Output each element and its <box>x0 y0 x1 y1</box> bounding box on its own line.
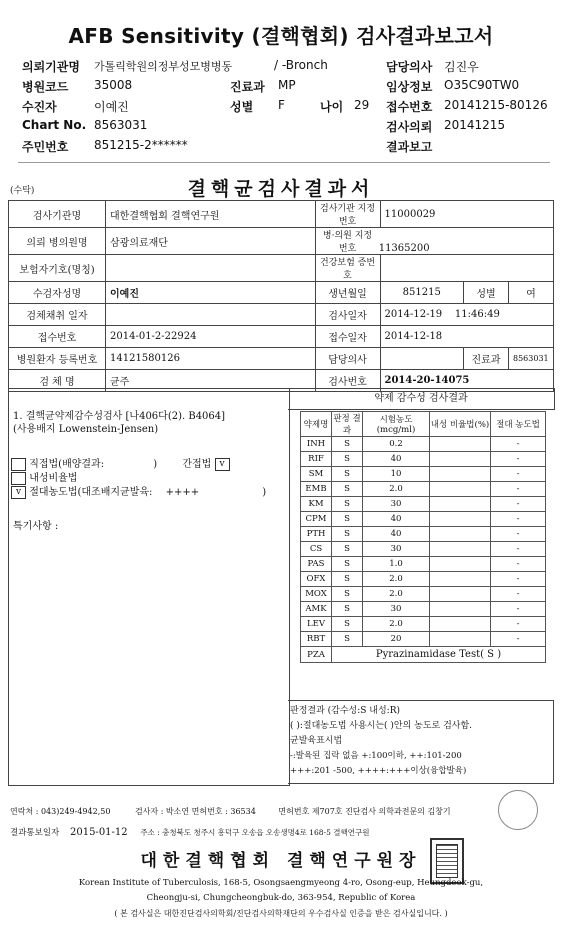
seal-pattern <box>436 844 458 878</box>
info-value: 8563031 <box>509 348 554 370</box>
info-cell <box>380 304 553 326</box>
legend-line: 균발육표시법 <box>290 736 343 746</box>
certification-note: ( 본 검사실은 대한진단검사의학회/진단검사의학재단의 우수검사실 인증을 받은 검사실입니다. ) <box>114 909 448 918</box>
drug-name: LEV <box>301 617 332 632</box>
absolute-concentration: - <box>491 602 546 617</box>
info-value: 여 <box>509 282 554 304</box>
value: 20141215 <box>444 118 506 132</box>
info-value: 균주 <box>106 370 316 392</box>
value: O35C90TW0 <box>444 78 520 92</box>
value: MP <box>278 78 296 92</box>
table-header <box>301 412 546 437</box>
sensitivity-title: 약제 감수성 검사결과 <box>288 388 555 410</box>
table-row <box>301 437 546 452</box>
column-header: 약제명 <box>301 412 332 437</box>
test-concentration: 30 <box>363 542 430 557</box>
resistance-ratio <box>430 572 491 587</box>
remarks-label: 특기사항 : <box>13 521 59 532</box>
test-concentration: 2.0 <box>363 587 430 602</box>
absolute-concentration: - <box>491 497 546 512</box>
test-item-name: 1. 결핵균약제감수성검사 <box>13 411 123 422</box>
resistance-ratio <box>430 452 491 467</box>
resistance-ratio <box>430 617 491 632</box>
label: 의뢰기관명 <box>22 60 80 74</box>
drug-name: KM <box>301 497 332 512</box>
info-value: 대한결핵협회 결핵연구원 <box>106 201 316 228</box>
table-row <box>301 572 546 587</box>
judgement-legend <box>288 700 554 784</box>
value: 35008 <box>94 78 133 92</box>
report-date-label: 결과통보일자 <box>10 828 60 838</box>
value: / -Bronch <box>274 58 328 72</box>
drug-name: PZA <box>301 647 332 663</box>
resistance-ratio <box>430 587 491 602</box>
result: S <box>332 527 363 542</box>
label: 주민번호 <box>22 140 69 154</box>
resistance-ratio <box>430 482 491 497</box>
info-value <box>380 348 463 370</box>
absolute-concentration: - <box>491 437 546 452</box>
header-row <box>22 78 552 98</box>
contact-line <box>10 806 451 817</box>
examiner: 검사자 : 박소연 면허번호 : 36534 <box>134 807 256 816</box>
result: S <box>332 437 363 452</box>
info-cell <box>315 228 553 255</box>
test-concentration: 30 <box>363 602 430 617</box>
absolute-concentration: - <box>491 587 546 602</box>
legend-line: +++:201 -500, ++++:+++이상(융합발육) <box>290 766 467 776</box>
test-concentration: 2.0 <box>363 572 430 587</box>
table-row <box>301 512 546 527</box>
absolute-concentration: - <box>491 632 546 647</box>
address-en-2: Cheongju-si, Chungcheongbuk-do, 363-954, Republic of Korea <box>146 893 416 903</box>
info-value: 11365200 <box>378 243 430 254</box>
info-label: 검사기관명 <box>9 201 106 228</box>
absolute-concentration: - <box>491 467 546 482</box>
growth-value: ++++ <box>165 487 200 498</box>
table-row <box>301 602 546 617</box>
table-row <box>301 497 546 512</box>
ratio-label: 내성비율법 <box>29 473 78 484</box>
test-concentration: 10 <box>363 467 430 482</box>
info-label: 진료과 <box>464 348 509 370</box>
column-header: 내성 비율법(%) <box>430 412 491 437</box>
absolute-label: 절대농도법(대조배지균발육: <box>29 487 153 498</box>
label: 결과보고 <box>386 140 433 154</box>
absolute-concentration: - <box>491 617 546 632</box>
table-row <box>301 542 546 557</box>
value: 851215-2****** <box>94 138 188 152</box>
column-header: 판정 결과 <box>332 412 363 437</box>
drug-name: CS <box>301 542 332 557</box>
value: 가톨릭학원의정부성모병병동 <box>94 60 233 73</box>
info-table <box>8 200 554 392</box>
document-title: 결핵균검사결과서 <box>187 178 375 200</box>
info-value <box>106 304 316 326</box>
report-title: AFB Sensitivity (결핵협회) 검사결과보고서 <box>68 24 494 48</box>
absolute-concentration: - <box>491 512 546 527</box>
address-en-1: Korean Institute of Tuberculosis, 168-5, Osongsaengmyeong 4-ro, Osong-eup, Heungdeok-gu, <box>78 878 484 888</box>
test-concentration: 20 <box>363 632 430 647</box>
info-label: 담당의사 <box>315 348 380 370</box>
absolute-concentration: - <box>491 557 546 572</box>
header-row <box>22 58 552 78</box>
medium-note: (사용배지 Lowenstein-Jensen) <box>13 424 159 435</box>
info-label: 접수일자 <box>315 326 380 348</box>
resistance-ratio <box>430 437 491 452</box>
info-label: 수검자성명 <box>9 282 106 304</box>
table-row <box>301 557 546 572</box>
info-value: 851215 <box>380 282 463 304</box>
resistance-ratio <box>430 512 491 527</box>
table-row <box>301 587 546 602</box>
value: 29 <box>354 98 370 112</box>
result: S <box>332 617 363 632</box>
info-value: 2014-12-18 <box>380 326 553 348</box>
label: 임상정보 <box>386 80 433 94</box>
test-concentration: 40 <box>363 512 430 527</box>
label: 성별 <box>230 100 254 114</box>
report-date-line <box>10 826 369 838</box>
table-row <box>301 467 546 482</box>
address-kr: 주소 : 충청북도 청주시 흥덕구 오송읍 오송생명4로 168-5 결핵연구원 <box>140 828 370 837</box>
info-label: 의뢰 병의원명 <box>9 228 106 255</box>
resistance-ratio <box>430 557 491 572</box>
result: S <box>332 602 363 617</box>
drug-name: EMB <box>301 482 332 497</box>
resistance-ratio <box>430 602 491 617</box>
checkbox: v <box>215 458 230 471</box>
table-row <box>301 482 546 497</box>
info-label: 건강보험 증번호 <box>315 255 380 282</box>
checkbox: v <box>11 486 26 499</box>
test-concentration: 40 <box>363 527 430 542</box>
absolute-concentration: - <box>491 572 546 587</box>
label: 진료과 <box>230 80 265 94</box>
info-label: 보험자기호(명칭) <box>9 255 106 282</box>
test-concentration: 1.0 <box>363 557 430 572</box>
header-row <box>22 118 552 138</box>
drug-name: PTH <box>301 527 332 542</box>
seal-circle-icon <box>498 790 538 830</box>
info-value: 14121580126 <box>106 348 316 370</box>
info-value: 2014-01-2-22924 <box>106 326 316 348</box>
test-concentration: 30 <box>363 497 430 512</box>
legend-line: ( ):절대농도법 사용시는( )안의 농도로 검사함. <box>290 721 473 731</box>
info-value: 11:46:49 <box>454 309 500 320</box>
label: 병원코드 <box>22 80 69 94</box>
drug-name: INH <box>301 437 332 452</box>
result: S <box>332 452 363 467</box>
pza-result: Pyrazinamidase Test( S ) <box>332 647 546 663</box>
info-label: 검사기관 지정번호 <box>315 201 380 228</box>
label: 검사의뢰 <box>386 120 433 134</box>
test-concentration: 2.0 <box>363 617 430 632</box>
info-label: 검사일자 <box>315 304 380 326</box>
table-row <box>301 632 546 647</box>
info-value: 11000029 <box>380 201 553 228</box>
info-value <box>380 255 553 282</box>
resistance-ratio <box>430 527 491 542</box>
resistance-ratio <box>430 632 491 647</box>
info-value: 삼광의료재단 <box>106 228 316 255</box>
resistance-ratio <box>430 467 491 482</box>
pza-row <box>301 647 546 663</box>
test-concentration: 0.2 <box>363 437 430 452</box>
info-value: 2014-12-19 <box>384 309 443 320</box>
direct-label: 직접법(배양결과: <box>29 459 105 470</box>
info-value: 이예진 <box>106 282 316 304</box>
drug-name: CPM <box>301 512 332 527</box>
info-label: 생년월일 <box>315 282 380 304</box>
info-label: 접수번호 <box>9 326 106 348</box>
legend-line: -:발육된 집락 없음 +:100이하, ++:101-200 <box>290 751 462 761</box>
drug-name: SM <box>301 467 332 482</box>
label: 접수번호 <box>386 100 433 114</box>
absolute-close: ) <box>262 487 267 498</box>
direct-close: ) <box>153 459 158 470</box>
drug-name: OFX <box>301 572 332 587</box>
header-info <box>22 58 552 158</box>
sensitivity-table <box>300 411 546 663</box>
legend-line: 판정결과 (감수성:S 내성:R) <box>290 706 400 716</box>
value: 20141215-80126 <box>444 98 548 112</box>
info-label: 병·의원 지정번호 <box>322 231 373 254</box>
info-value: 2014-20-14075 <box>380 370 553 392</box>
table-row <box>301 617 546 632</box>
label: 수진자 <box>22 100 57 114</box>
header-row <box>22 98 552 118</box>
result: S <box>332 512 363 527</box>
divider <box>18 162 550 163</box>
absolute-concentration: - <box>491 527 546 542</box>
info-label: 병원환자 등록번호 <box>9 348 106 370</box>
table-row <box>301 527 546 542</box>
resistance-ratio <box>430 497 491 512</box>
test-item-code: [나406다(2). B4064] <box>125 411 226 422</box>
label: 나이 <box>320 100 344 114</box>
info-label: 검사번호 <box>315 370 380 392</box>
value: F <box>278 98 285 112</box>
info-label: 검 체 명 <box>9 370 106 392</box>
table-row <box>301 452 546 467</box>
license: 면허번호 제707호 진단검사 의학과전문의 김창기 <box>278 807 451 816</box>
column-header: 시험농도 (mcg/ml) <box>363 412 430 437</box>
value: 이예진 <box>94 100 129 114</box>
absolute-concentration: - <box>491 452 546 467</box>
drug-name: AMK <box>301 602 332 617</box>
info-value <box>106 255 316 282</box>
organization-name: 대한결핵협회 결핵연구원장 <box>140 851 422 871</box>
info-label: 성별 <box>464 282 509 304</box>
column-header: 절대 농도법 <box>491 412 546 437</box>
form-number: (수탁) <box>10 186 35 196</box>
value: 김진우 <box>444 60 479 74</box>
resistance-ratio <box>430 542 491 557</box>
result: S <box>332 557 363 572</box>
report-date: 2015-01-12 <box>69 827 128 838</box>
label: 담당의사 <box>386 60 433 74</box>
result: S <box>332 587 363 602</box>
result: S <box>332 467 363 482</box>
header-row <box>22 138 552 158</box>
drug-name: PAS <box>301 557 332 572</box>
label: Chart No. <box>22 118 87 132</box>
value: 8563031 <box>94 118 148 132</box>
result: S <box>332 497 363 512</box>
result: S <box>332 572 363 587</box>
absolute-concentration: - <box>491 542 546 557</box>
result: S <box>332 482 363 497</box>
result: S <box>332 632 363 647</box>
test-concentration: 2.0 <box>363 482 430 497</box>
absolute-method <box>11 483 285 499</box>
drug-name: RIF <box>301 452 332 467</box>
drug-name: RBT <box>301 632 332 647</box>
absolute-concentration: - <box>491 482 546 497</box>
drug-name: MOX <box>301 587 332 602</box>
info-label: 검체채취 일자 <box>9 304 106 326</box>
indirect-label: 간접법 <box>182 459 212 470</box>
test-concentration: 40 <box>363 452 430 467</box>
result: S <box>332 542 363 557</box>
contact: 연락처 : 043)249-4942,50 <box>10 807 111 816</box>
test-method-panel <box>8 388 290 786</box>
